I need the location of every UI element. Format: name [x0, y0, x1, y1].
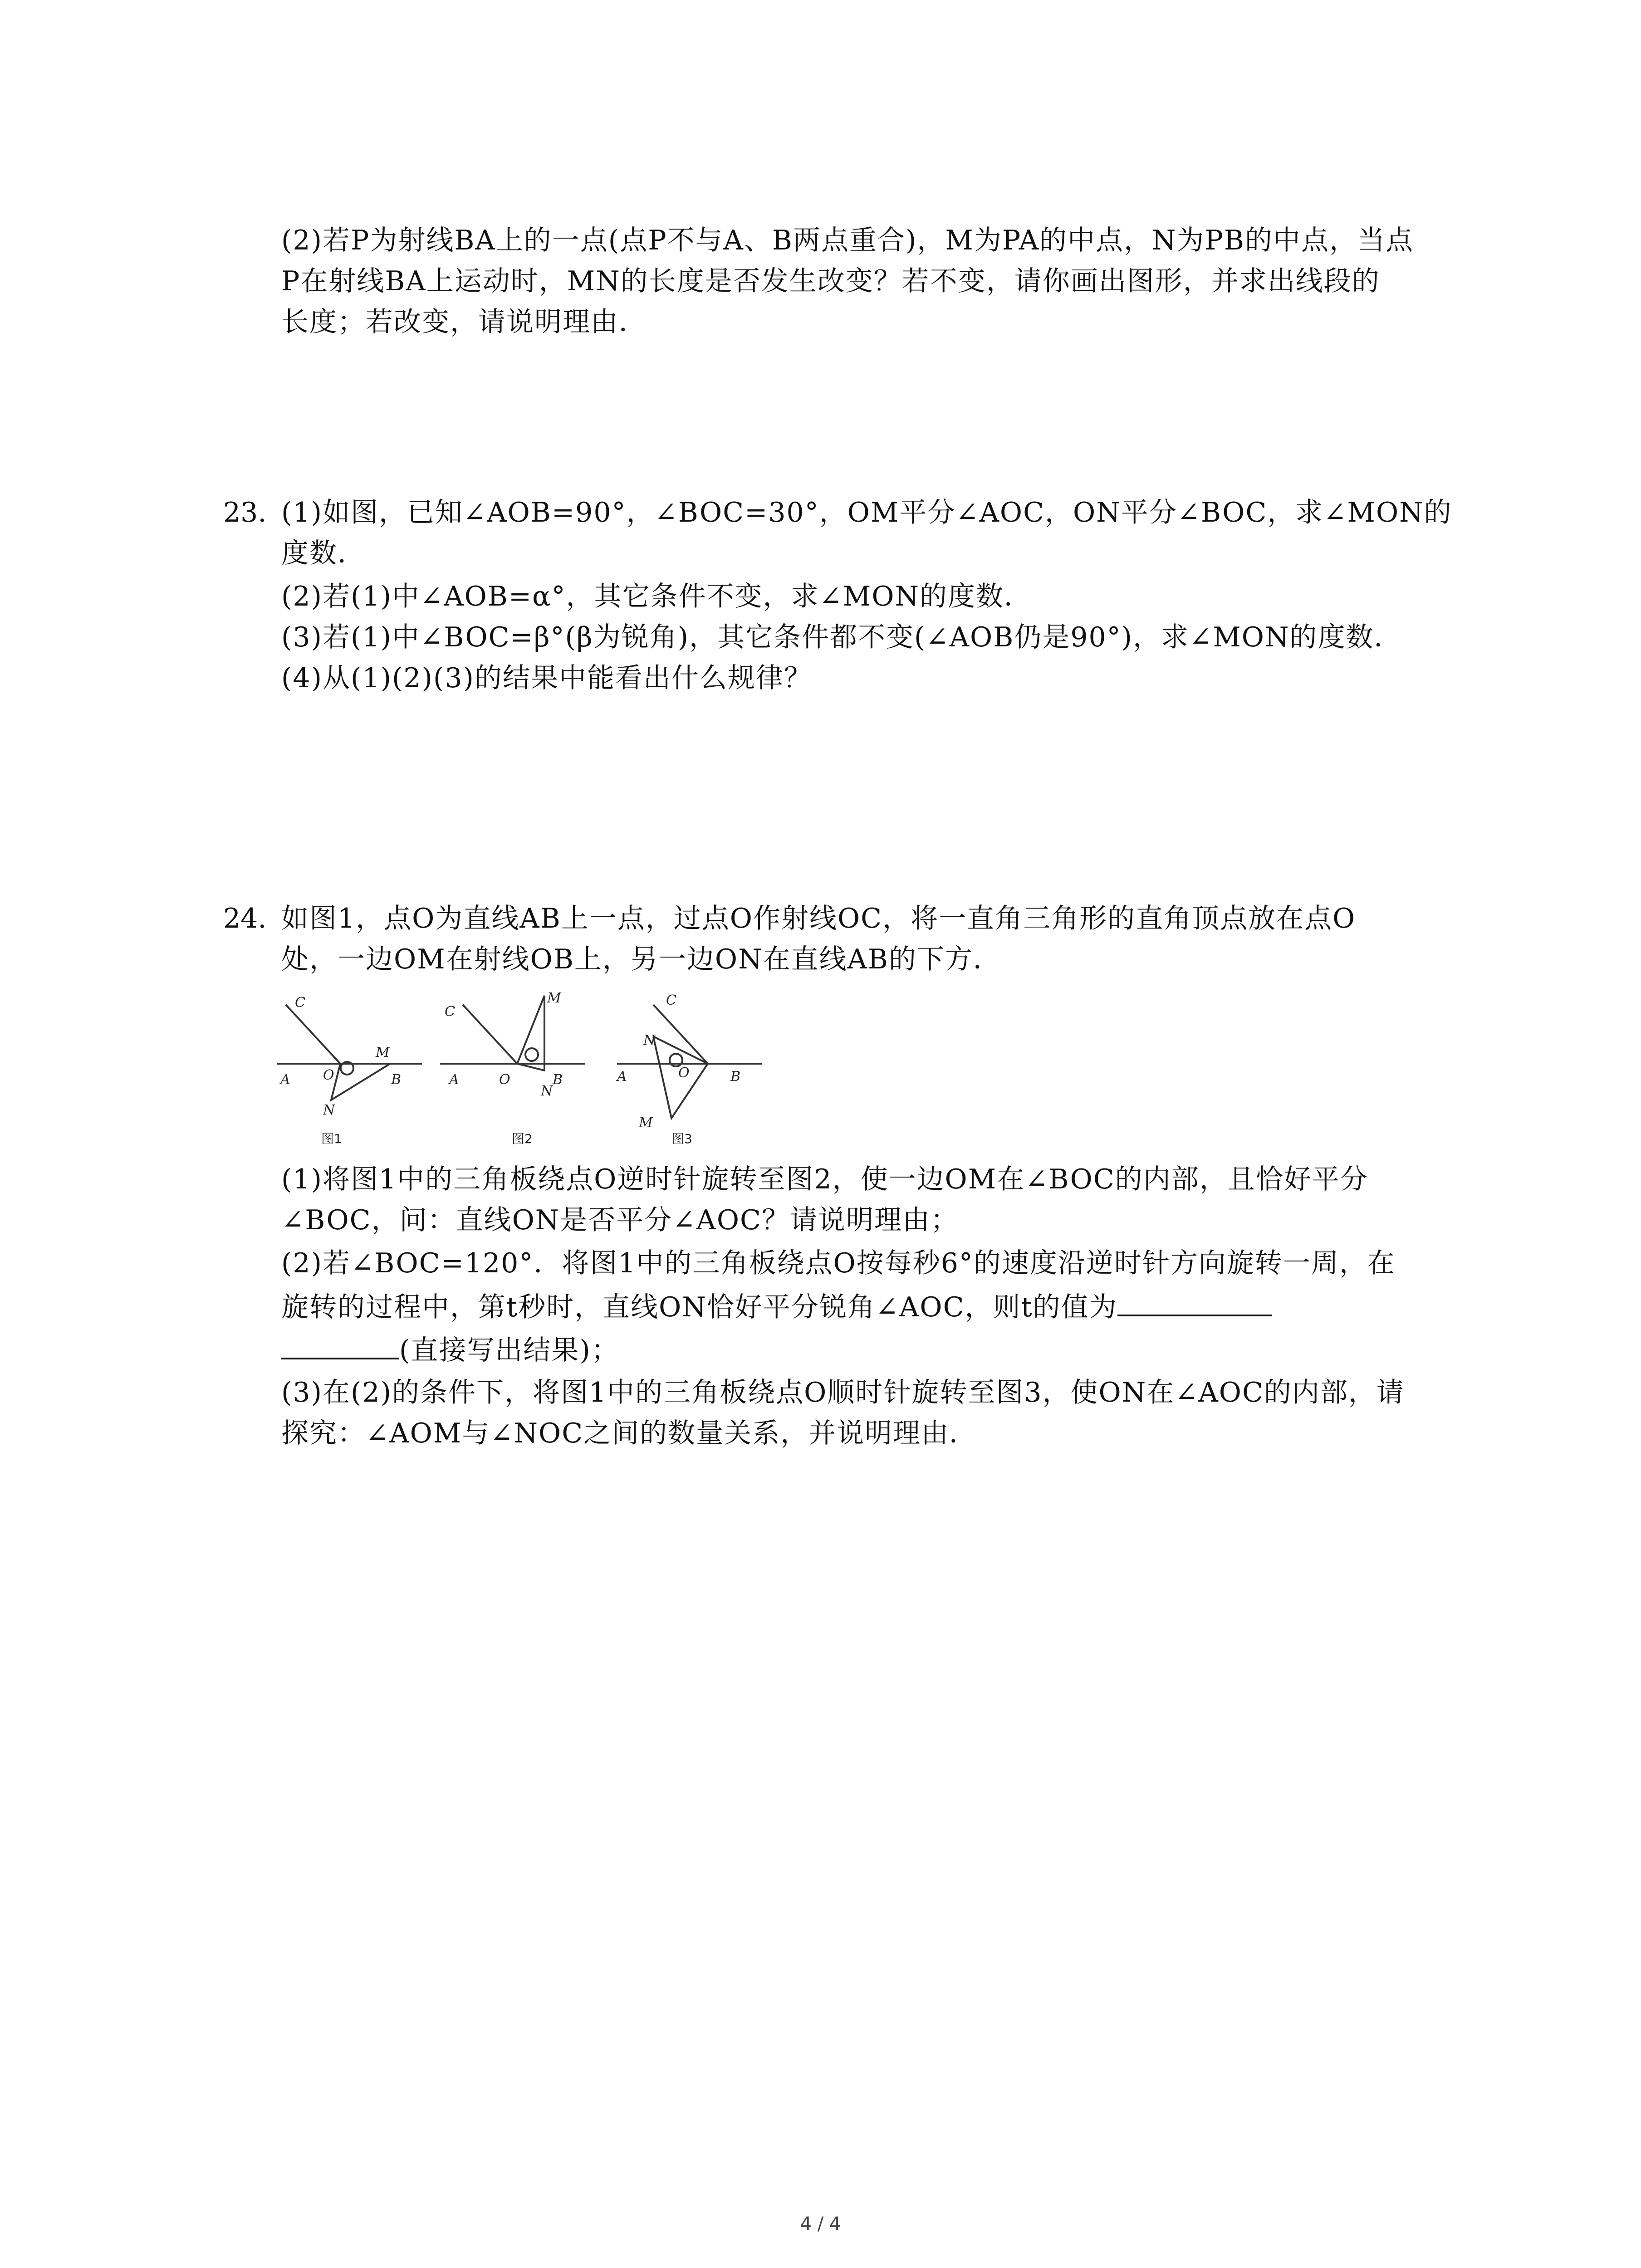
- fig3-label-M: M: [639, 1115, 653, 1131]
- fig3-label-C: C: [666, 992, 676, 1008]
- fig2-label-M: M: [547, 990, 561, 1006]
- q22-line-1: (2)若P为射线BA上的一点(点P不与A、B两点重合)，M为PA的中点，N为PB的中点，当点: [281, 225, 1414, 256]
- q24-part1-line-1: (1)将图1中的三角板绕点O逆时针旋转至图2，使一边OM在∠BOC的内部，且恰好平分: [281, 1163, 1368, 1195]
- q24-figure-svg: [272, 987, 780, 1150]
- fig1-label-A: A: [280, 1072, 290, 1088]
- fig2-label-A: A: [449, 1072, 459, 1088]
- fig3-label-O: O: [678, 1065, 690, 1081]
- fig1-label-N: N: [323, 1102, 335, 1118]
- q22-line-3: 长度；若改变，请说明理由．: [281, 306, 647, 338]
- q24-part1-line-2: ∠BOC，问：直线ON是否平分∠AOC？请说明理由；: [281, 1204, 959, 1236]
- fig1-label-C: C: [295, 995, 305, 1011]
- fig3-label-N: N: [643, 1032, 656, 1048]
- q23-line-1: (1)如图，已知∠AOB=90°，∠BOC=30°，OM平分∠AOC，ON平分∠BOC，求∠MON的: [281, 497, 1452, 528]
- q22-line-2: P在射线BA上运动时，MN的长度是否发生改变？若不变，请你画出图形，并求出线段的: [281, 265, 1380, 297]
- fig1-caption: 图1: [321, 1131, 342, 1146]
- q24-part2-instruction: (直接写出结果)；: [399, 1334, 619, 1366]
- fig1-label-M: M: [376, 1045, 390, 1061]
- fig2-label-C: C: [445, 1004, 455, 1020]
- q23-line-2: 度数．: [281, 538, 366, 569]
- answer-blank[interactable]: [1117, 1288, 1272, 1316]
- q24-number: 24.: [223, 903, 267, 934]
- q24-intro-2: 处，一边OM在射线OB上，另一边ON在直线AB的下方．: [281, 943, 1002, 975]
- fig2-label-O: O: [499, 1072, 510, 1088]
- q24-part2-line-1: (2)若∠BOC=120°．将图1中的三角板绕点O按每秒6°的速度沿逆时针方向旋转一周，在: [281, 1247, 1396, 1279]
- fig3-label-B: B: [730, 1069, 741, 1085]
- q23-number: 23.: [223, 497, 267, 528]
- fig1-label-O: O: [323, 1067, 334, 1083]
- fig1-label-B: B: [391, 1072, 402, 1088]
- figure-2: [440, 996, 585, 1070]
- q24-part3-line-2: 探究：∠AOM与∠NOC之间的数量关系，并说明理由．: [281, 1418, 978, 1449]
- page-number: 4 / 4: [800, 2214, 841, 2234]
- q23-line-5: (4)从(1)(2)(3)的结果中能看出什么规律？: [281, 662, 812, 694]
- answer-blank-continued[interactable]: [281, 1331, 399, 1359]
- fig3-label-A: A: [617, 1069, 627, 1085]
- q24-part2-line-2: [281, 1288, 1272, 1325]
- fig2-caption: 图2: [512, 1131, 533, 1146]
- q24-intro-1: 如图1，点O为直线AB上一点，过点O作射线OC，将一直角三角形的直角顶点放在点O: [281, 903, 1356, 934]
- q23-line-4: (3)若(1)中∠BOC=β°(β为锐角)，其它条件都不变(∠AOB仍是90°)，求∠MON的度数．: [281, 621, 1402, 653]
- q23-line-3: (2)若(1)中∠AOB=α°，其它条件不变，求∠MON的度数．: [281, 581, 1033, 612]
- q24-figures: [272, 987, 780, 1150]
- fig3-caption: 图3: [671, 1131, 692, 1146]
- fig2-label-N: N: [541, 1083, 553, 1099]
- fig2-label-B: B: [553, 1072, 563, 1088]
- q24-part3-line-1: (3)在(2)的条件下，将图1中的三角板绕点O顺时针旋转至图3，使ON在∠AOC的内部，请: [281, 1377, 1405, 1408]
- figure-3: [617, 1005, 762, 1118]
- q24-part2-text: 旋转的过程中，第t秒时，直线ON恰好平分锐角∠AOC，则t的值为: [281, 1291, 1117, 1323]
- q24-part2-line-3: [281, 1331, 619, 1369]
